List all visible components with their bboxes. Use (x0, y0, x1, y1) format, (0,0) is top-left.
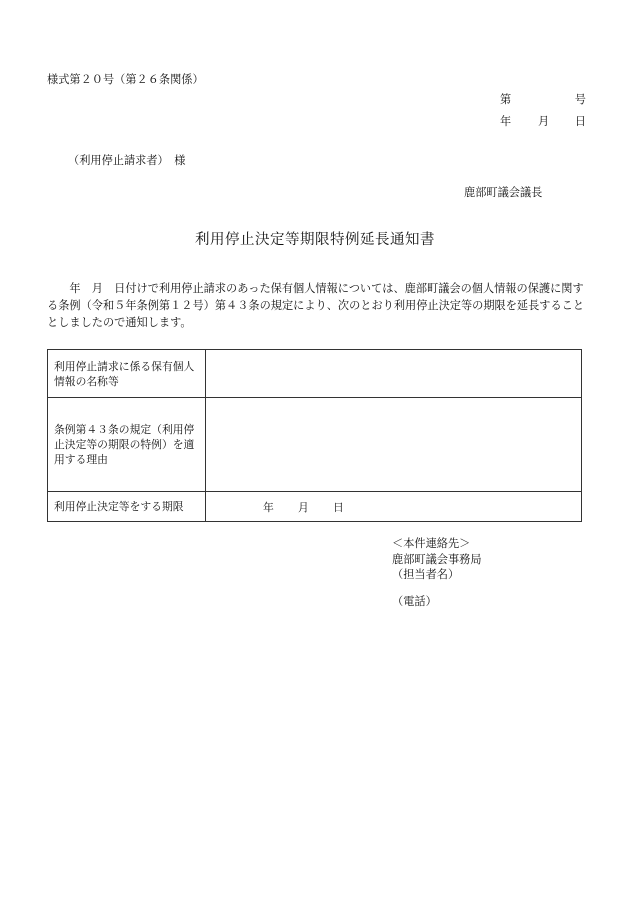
table-row (48, 398, 582, 492)
info-table (47, 349, 582, 522)
doc-number-suffix: 号 (574, 93, 586, 106)
doc-number-prefix: 第 (500, 93, 512, 106)
form-number: 様式第２０号（第２６条関係） (47, 73, 204, 86)
deadline-year: 年 (263, 501, 274, 514)
row-label-reason: 条例第４３条の規定（利用停止決定等の期限の特例）を適用する理由 (48, 398, 206, 492)
sender: 鹿部町議会議長 (464, 186, 543, 199)
row-label-deadline: 利用停止決定等をする期限 (48, 492, 206, 522)
row-value-deadline (206, 492, 582, 522)
row-value-reason (206, 398, 582, 492)
deadline-month: 月 (298, 501, 309, 514)
body-paragraph: 年 月 日付けで利用停止請求のあった保有個人情報については、鹿部町議会の個人情報の保護に関する条例（令和５年条例第１２号）第４３条の規定により、次のとおり利用停止決定等の期限を延長することとしましたので通知します。 (47, 282, 585, 329)
document-title: 利用停止決定等期限特例延長通知書 (195, 232, 435, 248)
date-year: 年 (500, 115, 512, 128)
contact-block (392, 536, 482, 609)
contact-office: 鹿部町議会事務局 (392, 552, 482, 566)
date-month: 月 (538, 115, 550, 128)
contact-phone: （電話） (392, 594, 437, 608)
date-day: 日 (574, 115, 586, 128)
contact-heading: ＜本件連絡先＞ (392, 537, 471, 550)
addressee: （利用停止請求者） 様 (68, 154, 186, 167)
deadline-day: 日 (333, 501, 344, 514)
row-label-info-name: 利用停止請求に係る保有個人情報の名称等 (48, 350, 206, 398)
row-value-info-name (206, 350, 582, 398)
contact-person: （担当者名） (392, 568, 460, 581)
table-row (48, 350, 582, 398)
table-row (48, 492, 582, 522)
